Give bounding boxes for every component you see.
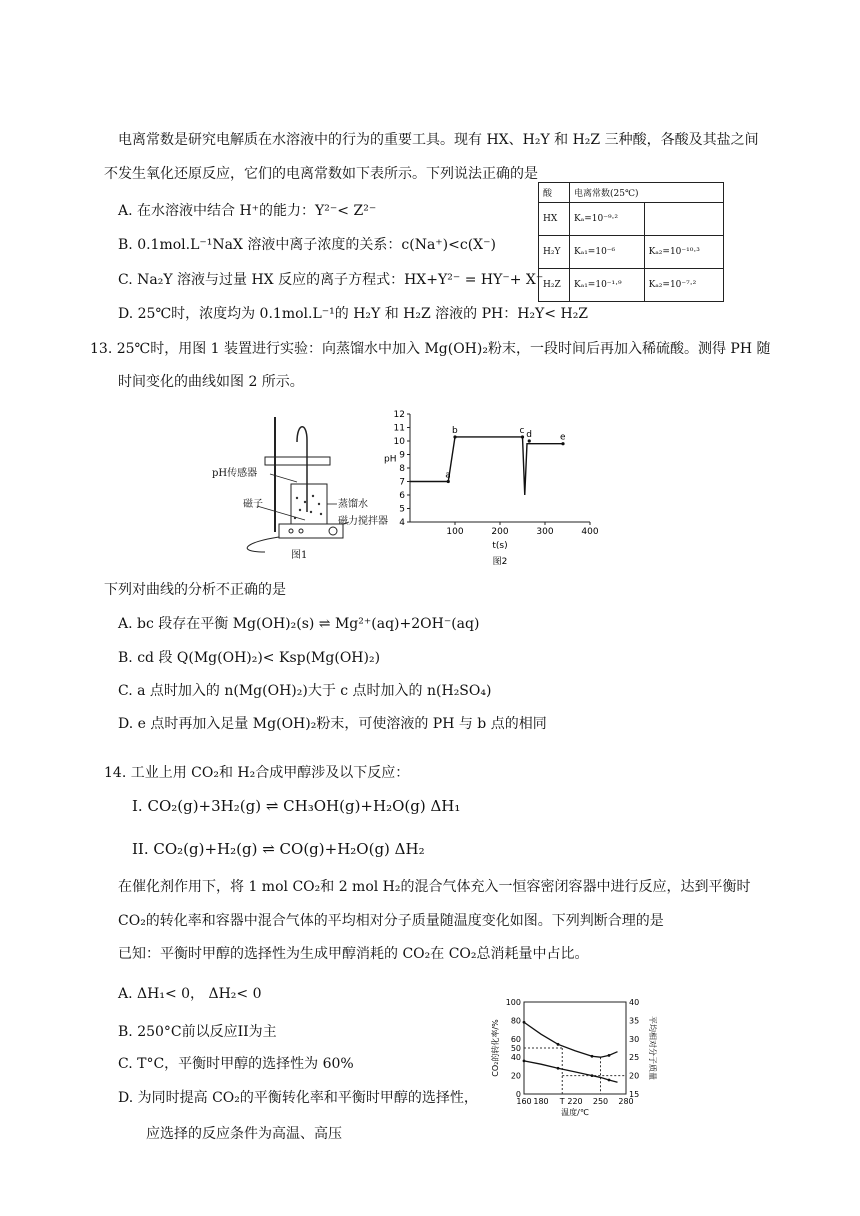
q12-option-d: D. 25℃时，浓度均为 0.1mol.L⁻¹的 H₂Y 和 H₂Z 溶液的 PH：H₂Y< H₂Z: [118, 306, 589, 322]
left-tick-label: 50: [510, 1044, 521, 1053]
right-tick-label: 15: [629, 1090, 640, 1099]
table-cell-acid: HX: [539, 203, 570, 236]
q14-body-line2: CO₂的转化率和容器中混合气体的平均相对分子质量随温度变化如图。下列判断合理的是: [118, 913, 664, 929]
right-tick-label: 20: [629, 1071, 640, 1081]
left-tick-label: 20: [510, 1071, 521, 1081]
chart-caption: 图2: [492, 557, 508, 566]
q12-stem-line2: 不发生氧化还原反应，它们的电离常数如下表所示。下列说法正确的是: [104, 166, 538, 182]
point-label: c: [519, 425, 525, 436]
table-cell-k1: Kₐ₁=10⁻¹·⁹: [570, 269, 645, 302]
curve-point: [591, 1055, 594, 1058]
q13-question: 下列对曲线的分析不正确的是: [104, 582, 286, 598]
table-cell-k2: [644, 203, 723, 236]
x-tick-label: 300: [536, 527, 554, 537]
co2-chart: [488, 994, 658, 1130]
conversion-curve: [524, 1022, 618, 1057]
q13-option-b: B. cd 段 Q(Mg(OH)₂)< Ksp(Mg(OH)₂): [118, 650, 381, 666]
x-tick-label: 160: [516, 1097, 532, 1106]
stirrer-label: 磁力搅拌器: [338, 516, 388, 527]
table-cell-acid: H₂Y: [539, 236, 570, 269]
x-tick-label: 180: [533, 1097, 549, 1106]
q12-option-c: C. Na₂Y 溶液与过量 HX 反应的离子方程式：HX+Y²⁻ = HY⁻+ X⁻: [118, 272, 544, 288]
stir-bar-label: 磁子: [243, 499, 263, 510]
left-axis-label: CO₂的转化率/%: [491, 1019, 500, 1077]
point-label: a: [445, 470, 451, 481]
q13-option-d: D. e 点时再加入足量 Mg(OH)₂粉末，可使溶液的 PH 与 b 点的相同: [118, 716, 547, 732]
y-tick-label: 7: [399, 477, 405, 488]
q12-stem-line1: 电离常数是研究电解质在水溶液中的行为的重要工具。现有 HX、H₂Y 和 H₂Z 三种酸，各酸及其盐之间: [118, 132, 759, 148]
cable: [247, 537, 279, 552]
q14-stem: 14. 工业上用 CO₂和 H₂合成甲醇涉及以下反应：: [104, 765, 410, 781]
q14-option-d-line2: 应选择的反应条件为高温、高压: [146, 1126, 342, 1142]
right-tick-label: 35: [629, 1016, 640, 1026]
point-label: b: [452, 425, 458, 436]
sensor-probe: [297, 427, 307, 512]
x-axis-label: t(s): [492, 541, 508, 551]
y-tick-label: 8: [399, 464, 405, 474]
table-header-acid: 酸: [539, 183, 570, 203]
q13-stem-line2: 时间变化的曲线如图 2 所示。: [118, 374, 304, 390]
reaction-1: I. CO₂(g)+3H₂(g) ⇌ CH₃OH(g)+H₂O(g) ΔH₁: [132, 797, 461, 815]
table-cell-k1: Kₐ₁=10⁻⁶: [570, 236, 645, 269]
q12-option-b: B. 0.1mol.L⁻¹NaX 溶液中离子浓度的关系：c(Na⁺)<c(X⁻): [118, 237, 496, 253]
x-tick-label: T: [559, 1097, 565, 1106]
molar-mass-curve: [524, 1061, 618, 1082]
table-cell-acid: H₂Z: [539, 269, 570, 302]
point-label: e: [560, 432, 566, 443]
x-tick-label: 400: [581, 527, 599, 537]
table-cell-k2: Kₐ₂=10⁻¹⁰·³: [644, 236, 723, 269]
ph-curve: [410, 437, 563, 495]
x-axis-label: 温度/℃: [561, 1108, 589, 1117]
y-tick-label: 6: [399, 491, 405, 501]
sensor-label: pH传感器: [212, 468, 258, 479]
q13-stem-line1: 13. 25℃时，用图 1 装置进行实验：向蒸馏水中加入 Mg(OH)₂粉末，一段时间后再加入稀硫酸。测得 PH 随: [90, 341, 771, 357]
right-tick-label: 40: [629, 998, 640, 1007]
y-tick-label: 11: [393, 423, 405, 434]
left-tick-label: 80: [510, 1016, 521, 1026]
x-tick-label: 280: [618, 1097, 634, 1106]
x-tick-label: 250: [592, 1097, 609, 1106]
curve-point: [608, 1079, 611, 1082]
q14-option-c: C. T°C，平衡时甲醇的选择性为 60%: [118, 1056, 354, 1072]
left-tick-label: 40: [510, 1053, 521, 1063]
solution-dots: [294, 495, 322, 519]
curve-point: [557, 1043, 560, 1046]
right-tick-label: 25: [629, 1053, 640, 1063]
curve-point: [608, 1054, 611, 1057]
ph-chart: [380, 406, 600, 566]
table-cell-k2: Kₐ₂=10⁻⁷·²: [644, 269, 723, 302]
q13-option-c: C. a 点时加入的 n(Mg(OH)₂)大于 c 点时加入的 n(H₂SO₄): [118, 683, 492, 699]
ionization-constant-table: [538, 182, 724, 302]
q14-option-b: B. 250°C前以反应II为主: [118, 1024, 277, 1040]
right-axis-label: 平均相对分子质量: [648, 1016, 657, 1080]
y-axis-label: pH: [384, 454, 397, 465]
curve-point: [523, 1021, 526, 1024]
q13-option-a: A. bc 段存在平衡 Mg(OH)₂(s) ⇌ Mg²⁺(aq)+2OH⁻(aq): [118, 616, 480, 632]
q14-option-d: D. 为同时提高 CO₂的平衡转化率和平衡时甲醇的选择性，: [118, 1090, 478, 1106]
figure-1-caption: 图1: [291, 550, 308, 561]
table-header-constant: 电离常数(25℃): [570, 183, 724, 203]
x-tick-label: 200: [491, 527, 509, 537]
x-tick-label: 220: [567, 1097, 583, 1106]
y-tick-label: 9: [399, 450, 405, 461]
curve-point: [557, 1067, 560, 1070]
beaker: [291, 484, 327, 524]
q14-body-line1: 在催化剂作用下，将 1 mol CO₂和 2 mol H₂的混合气体充入一恒容密闭容器中进行反应，达到平衡时: [118, 879, 751, 895]
q12-option-a: A. 在水溶液中结合 H⁺的能力：Y²⁻< Z²⁻: [118, 203, 377, 219]
point-label: d: [526, 430, 532, 440]
x-tick-label: 100: [446, 527, 464, 537]
q14-option-a: A. ΔH₁< 0， ΔH₂< 0: [118, 986, 262, 1002]
right-tick-label: 30: [629, 1034, 640, 1044]
table-cell-k1: Kₐ=10⁻⁹·²: [570, 203, 645, 236]
y-tick-label: 12: [393, 410, 405, 420]
left-tick-label: 0: [515, 1090, 521, 1099]
reaction-2: II. CO₂(g)+H₂(g) ⇌ CO(g)+H₂O(g) ΔH₂: [132, 840, 425, 858]
curve-point: [523, 1059, 526, 1062]
y-tick-label: 4: [399, 518, 405, 528]
water-label: 蒸馏水: [338, 499, 368, 510]
apparatus-figure: [205, 412, 395, 562]
curve-point: [591, 1074, 594, 1077]
y-tick-label: 5: [399, 504, 405, 515]
q14-known: 已知：平衡时甲醇的选择性为生成甲醇消耗的 CO₂在 CO₂总消耗量中占比。: [118, 946, 589, 962]
left-tick-label: 60: [510, 1034, 521, 1044]
y-tick-label: 10: [393, 437, 405, 447]
left-tick-label: 100: [505, 998, 521, 1007]
